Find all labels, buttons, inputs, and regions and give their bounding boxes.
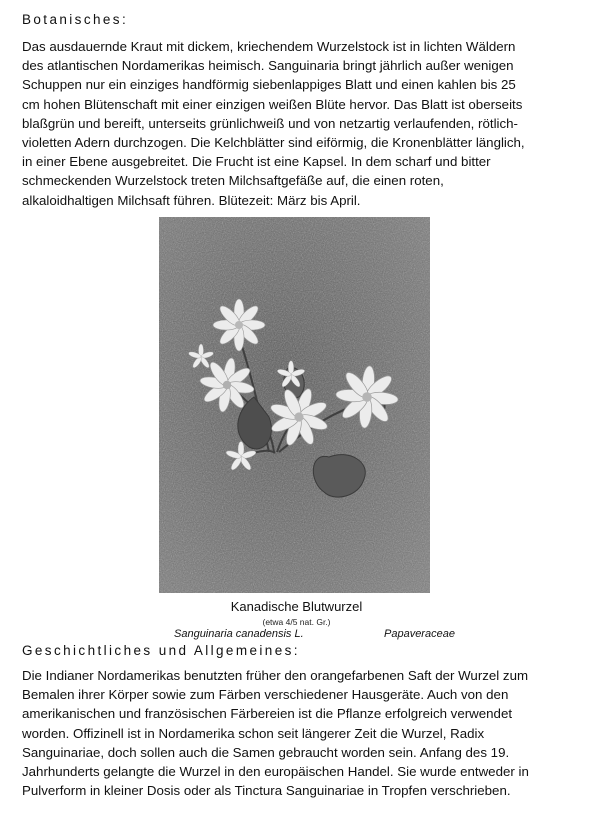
text-line: cm hohen Blütenschaft mit einer einzigen weißen Blüte hervor. Das Blatt ist oberseits bbox=[22, 96, 523, 112]
text-line: Sanguinariae, doch sollen auch die Samen gebraucht worden sein. Anfang des 19. bbox=[22, 744, 510, 760]
text-line: Jahrhunderts gelangte die Wurzel in den europäischen Handel. Sie wurde entweder in bbox=[22, 764, 529, 780]
paragraph-botanisches bbox=[22, 37, 574, 210]
text-line: Das ausdauernde Kraut mit dickem, kriechendem Wurzelstock ist in lichten Wäldern bbox=[22, 39, 516, 54]
text-line: Pulverform in kleiner Dosis oder als Tinctura Sanguinariae in Tropfen verschrieben. bbox=[22, 783, 511, 799]
text-line: des atlantischen Nordamerikas heimisch. Sanguinaria bringt jährlich außer wenigen bbox=[22, 58, 514, 74]
section-heading-geschichtliches: Geschichtliches und Allgemeines: bbox=[22, 643, 300, 658]
text-line: schmeckenden Wurzelstock treten Milchsaftgefäße auf, die einen roten, bbox=[22, 173, 444, 189]
text-line: violetten Adern durchzogen. Die Kelchblätter sind eiförmig, die Kronenblätter länglich, bbox=[22, 135, 525, 151]
text-line: blaßgrün und bereift, unterseits grünlichweiß und von netzartig verlaufenden, rötlich- bbox=[22, 115, 518, 131]
paragraph-geschichtliches bbox=[22, 666, 574, 800]
section-heading-botanisches: Botanisches: bbox=[22, 12, 129, 27]
text-line: worden. Offizinell ist in Nordamerika schon seit längerer Zeit die Wurzel, Radix bbox=[22, 725, 485, 741]
figure-family-name: Papaveraceae bbox=[384, 628, 455, 640]
text-line: Schuppen nur ein einziges handförmig siebenlappiges Blatt und einen kahlen bis 25 bbox=[22, 77, 516, 93]
figure-latin-name: Sanguinaria canadensis L. bbox=[174, 628, 304, 640]
text-line: in einer Ebene ausgebreitet. Die Frucht ist eine Kapsel. In dem scharf und bitter bbox=[22, 154, 491, 170]
plant-photograph bbox=[159, 217, 430, 593]
figure-caption-title: Kanadische Blutwurzel bbox=[230, 599, 363, 614]
text-line: Die Indianer Nordamerikas benutzten früher den orangefarbenen Saft der Wurzel zum bbox=[22, 668, 529, 683]
text-line: alkaloidhaltigen Milchsaft führen. Blütezeit: März bis April. bbox=[22, 192, 361, 208]
text-line: Bemalen ihrer Körper sowie zum Färben verschiedener Hausgeräte. Auch von den bbox=[22, 687, 509, 703]
text-line: amerikanischen und französischen Färbereien ist die Pflanze erfolgreich verwendet bbox=[22, 706, 513, 722]
figure-caption-scale: (etwa 4/5 nat. Gr.) bbox=[262, 617, 331, 627]
